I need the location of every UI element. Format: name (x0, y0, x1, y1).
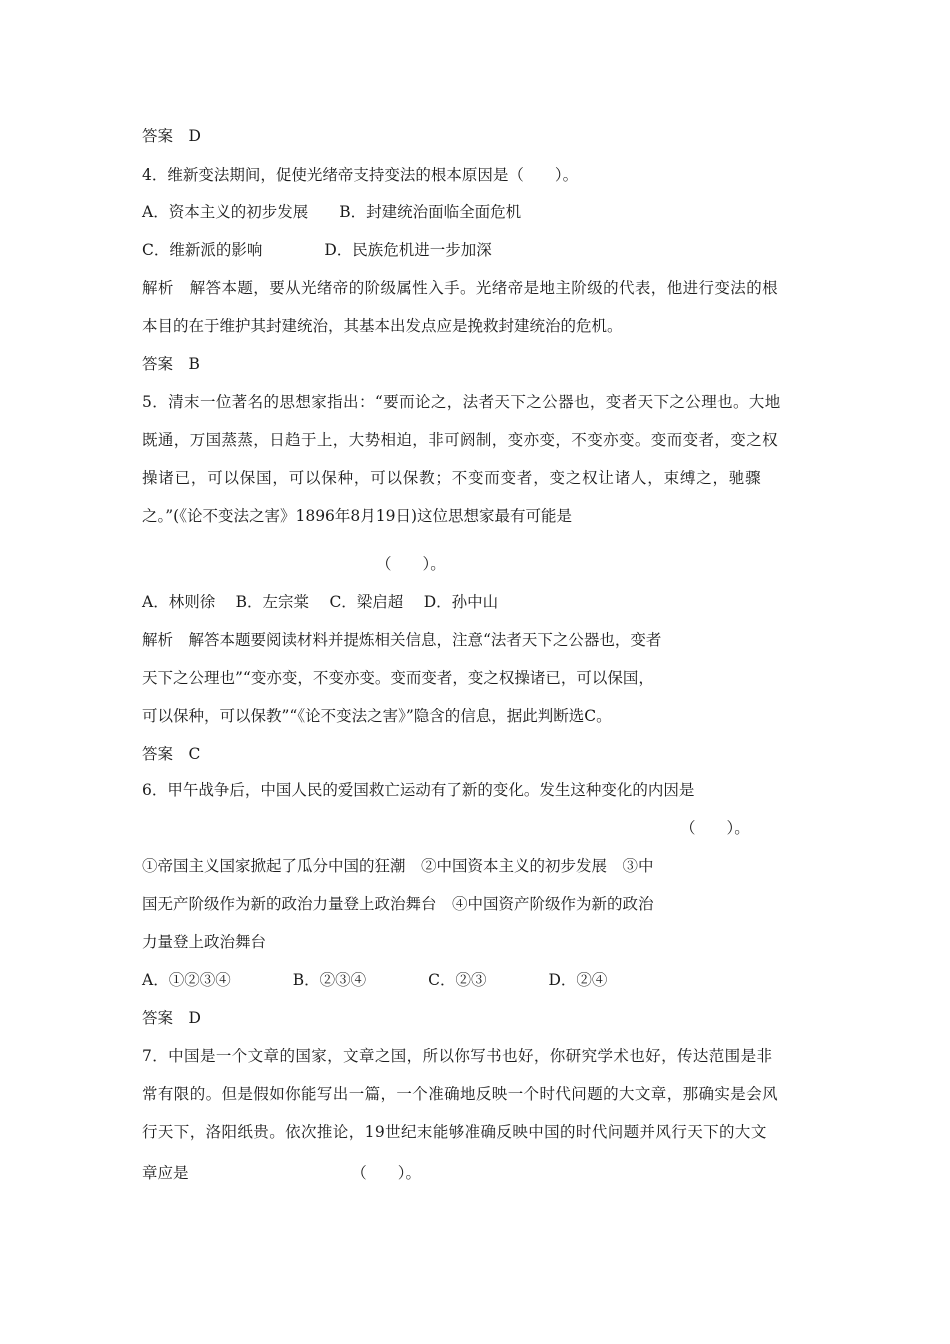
question-7-line-4: 章应是 （ ）。 (142, 1164, 422, 1182)
question-5-blank: （ ）。 (376, 555, 446, 573)
question-6-statements-3: 力量登上政治舞台 (142, 933, 267, 951)
question-5-line-2: 既通，万国蒸蒸，日趋于上，大势相迫，非可阏制，变亦变，不变亦变。变而变者，变之权 (142, 431, 779, 449)
question-6-stem: 6．甲午战争后，中国人民的爱国救亡运动有了新的变化。发生这种变化的内因是 (142, 781, 695, 799)
question-7-line-2: 常有限的。但是假如你能写出一篇，一个准确地反映一个时代问题的大文章，那确实是会风 (142, 1085, 779, 1103)
question-6-blank: （ ）。 (680, 819, 750, 837)
analysis-5-line-1: 解析 解答本题要阅读材料并提炼相关信息，注意“法者天下之公器也，变者 (142, 631, 662, 649)
question-5-line-3: 操诸已，可以保国，可以保种，可以保教；不变而变者，变之权让诸人，束缚之，驰骤 (142, 469, 762, 487)
answer-3: 答案 D (142, 127, 201, 145)
answer-6: 答案 D (142, 1009, 201, 1027)
question-6-statements-2: 国无产阶级作为新的政治力量登上政治舞台 ④中国资产阶级作为新的政治 (142, 895, 654, 913)
question-6-options: A．①②③④ B．②③④ C．②③ D．②④ (142, 971, 608, 989)
question-7-line-3: 行天下，洛阳纸贵。依次推论，19世纪末能够准确反映中国的时代问题并风行天下的大文 (142, 1123, 767, 1141)
analysis-4-line-1: 解析 解答本题，要从光绪帝的阶级属性入手。光绪帝是地主阶级的代表，他进行变法的根 (142, 279, 779, 297)
question-7-line-1: 7．中国是一个文章的国家，文章之国，所以你写书也好，你研究学术也好，传达范围是非 (142, 1047, 773, 1065)
analysis-4-line-2: 本目的在于维护其封建统治，其基本出发点应是挽救封建统治的危机。 (142, 317, 623, 335)
question-5-line-4: 之。”(《论不变法之害》1896年8月19日)这位思想家最有可能是 (142, 507, 573, 525)
answer-4: 答案 B (142, 355, 200, 373)
question-4-options-cd: C．维新派的影响 D．民族危机进一步加深 (142, 241, 492, 259)
question-5-options: A．林则徐 B．左宗棠 C．梁启超 D．孙中山 (142, 593, 499, 611)
question-5-line-1: 5．清末一位著名的思想家指出：“要而论之，法者天下之公器也，变者天下之公理也。大地 (142, 393, 781, 411)
question-4-stem: 4．维新变法期间，促使光绪帝支持变法的根本原因是（ ）。 (142, 166, 579, 184)
analysis-5-line-2: 天下之公理也”“变亦变，不变亦变。变而变者，变之权操诸已，可以保国， (142, 669, 654, 687)
question-4-options-ab: A．资本主义的初步发展 B．封建统治面临全面危机 (142, 203, 522, 221)
answer-5: 答案 C (142, 745, 201, 763)
question-6-statements-1: ①帝国主义国家掀起了瓜分中国的狂潮 ②中国资本主义的初步发展 ③中 (142, 857, 654, 875)
analysis-5-line-3: 可以保种，可以保教”“《论不变法之害》”隐含的信息，据此判断选C。 (142, 707, 612, 725)
